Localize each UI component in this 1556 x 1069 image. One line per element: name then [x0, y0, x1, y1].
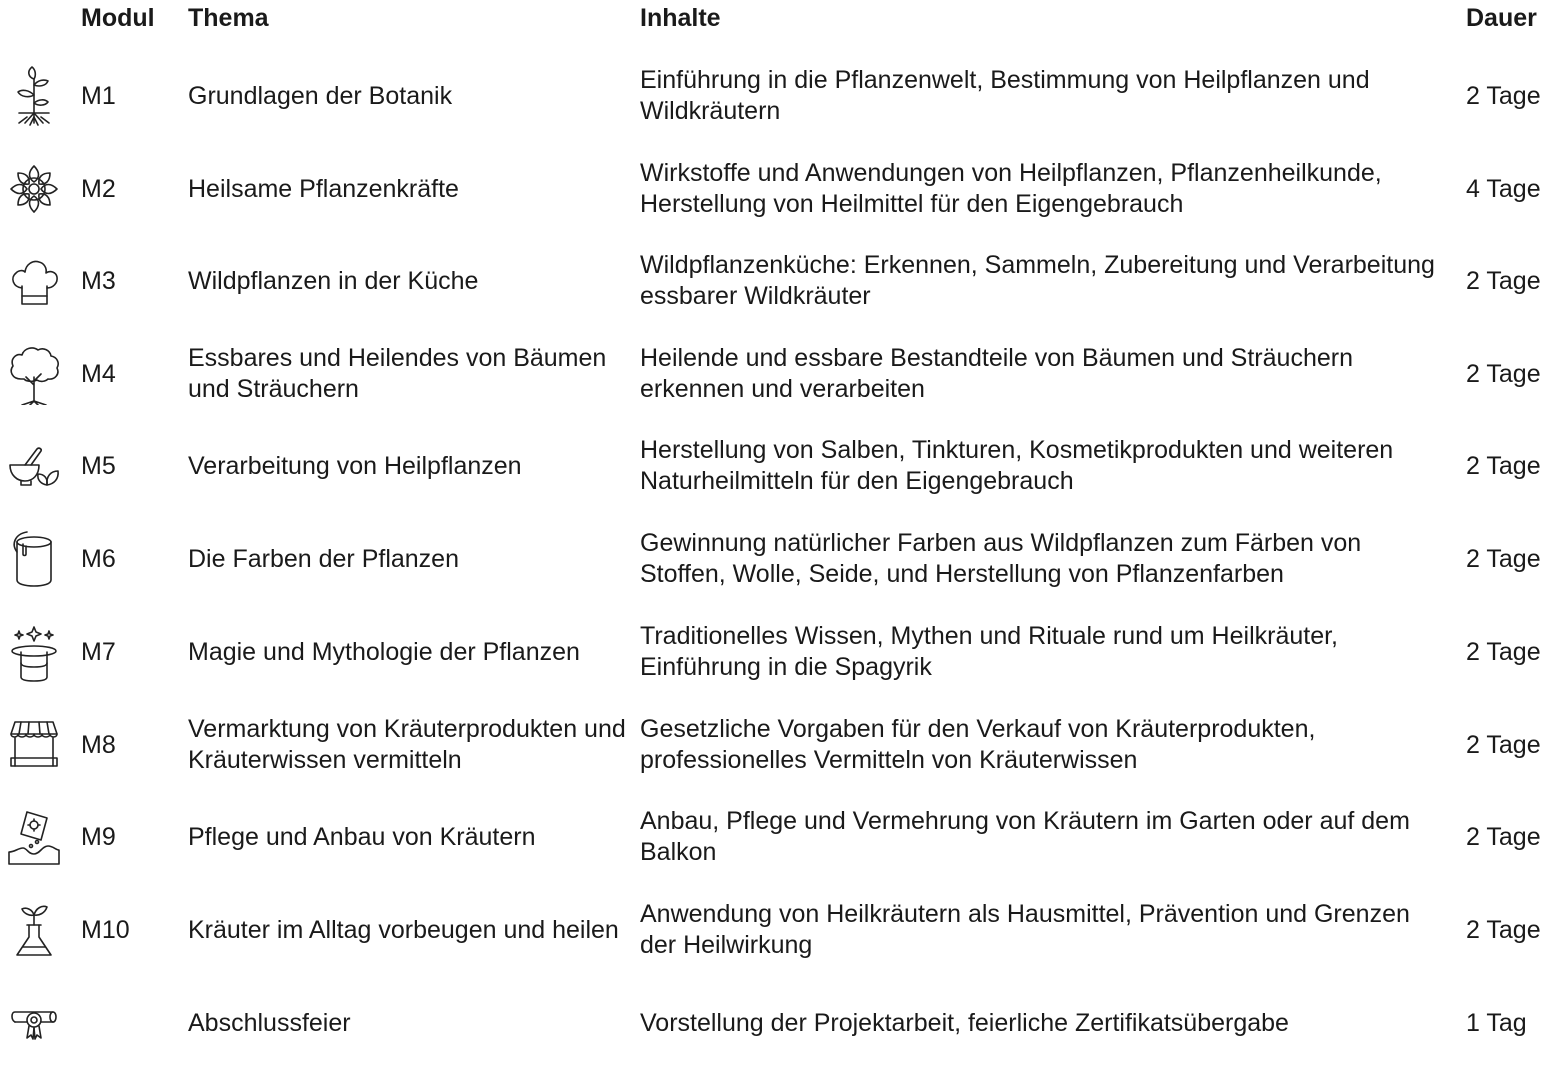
modul-cell — [81, 977, 181, 1069]
certificate-icon — [6, 977, 62, 1069]
thema-cell: Heilsame Pflanzenkräfte — [188, 174, 459, 203]
inhalte-cell: Einführung in die Pflanzenwelt, Bestimmung von Heilpflanzen und Wildkräutern — [640, 66, 1370, 125]
modul-cell: M3 — [81, 266, 116, 295]
inhalte-cell: Vorstellung der Projektarbeit, feierliche Zertifikatsübergabe — [640, 1008, 1289, 1037]
seed-packet-icon — [6, 791, 62, 883]
table-header — [0, 0, 1556, 40]
inhalte-cell: Herstellung von Salben, Tinkturen, Kosmetikprodukten und weiteren Naturheilmitteln für den Eigengebrauch — [640, 436, 1394, 495]
table-row — [0, 420, 1556, 512]
dauer-cell: 2 Tage — [1466, 451, 1541, 480]
modul-cell: M5 — [81, 451, 116, 480]
inhalte-cell: Wirkstoffe und Anwendungen von Heilpflanzen, Pflanzenheilkunde, Herstellung von Heilmittel für den Eigengebrauch — [640, 159, 1382, 218]
thema-cell: Kräuter im Alltag vorbeugen und heilen — [188, 915, 619, 944]
inhalte-cell: Heilende und essbare Bestandteile von Bäumen und Sträuchern erkennen und verarbeiten — [640, 344, 1353, 403]
inhalte-cell: Gewinnung natürlicher Farben aus Wildpflanzen zum Färben von Stoffen, Wolle, Seide, und Herstellung von Pflanzenfarben — [640, 529, 1362, 588]
dauer-cell: 4 Tage — [1466, 174, 1541, 203]
table-row — [0, 699, 1556, 791]
plant-flask-icon — [6, 884, 62, 976]
inhalte-cell: Gesetzliche Vorgaben für den Verkauf von Kräuterprodukten, professionelles Vermitteln von Kräuterwissen — [640, 715, 1316, 774]
modul-cell: M6 — [81, 544, 116, 573]
table-row — [0, 328, 1556, 420]
modul-cell: M10 — [81, 915, 130, 944]
paint-bucket-icon — [6, 513, 62, 605]
modul-cell: M7 — [81, 637, 116, 666]
modul-cell: M1 — [81, 81, 116, 110]
table-row — [0, 143, 1556, 235]
sprout-icon — [6, 50, 62, 142]
thema-cell: Die Farben der Pflanzen — [188, 544, 459, 573]
thema-cell: Abschlussfeier — [188, 1008, 351, 1037]
market-stall-icon — [6, 699, 62, 791]
table-row — [0, 791, 1556, 883]
thema-cell: Grundlagen der Botanik — [188, 81, 453, 110]
table-row — [0, 606, 1556, 698]
tree-icon — [6, 328, 62, 420]
magic-hat-icon — [6, 606, 62, 698]
modul-cell: M8 — [81, 730, 116, 759]
thema-cell: Essbares und Heilendes von Bäumen und Sträuchern — [188, 344, 607, 403]
dauer-cell: 2 Tage — [1466, 81, 1541, 110]
dauer-cell: 2 Tage — [1466, 266, 1541, 295]
thema-cell: Pflege und Anbau von Kräutern — [188, 822, 536, 851]
header-dauer: Dauer — [1466, 4, 1537, 32]
thema-cell: Verarbeitung von Heilpflanzen — [188, 451, 522, 480]
header-inhalte: Inhalte — [640, 4, 721, 32]
table-row — [0, 884, 1556, 976]
inhalte-cell: Wildpflanzenküche: Erkennen, Sammeln, Zubereitung und Verarbeitung essbarer Wildkräuter — [640, 251, 1435, 310]
table-row — [0, 235, 1556, 327]
inhalte-cell: Anbau, Pflege und Vermehrung von Kräutern im Garten oder auf dem Balkon — [640, 807, 1410, 866]
table-row — [0, 977, 1556, 1069]
dauer-cell: 1 Tag — [1466, 1008, 1527, 1037]
header-modul: Modul — [81, 4, 155, 32]
thema-cell: Vermarktung von Kräuterprodukten und Kräuterwissen vermitteln — [188, 715, 626, 774]
header-thema: Thema — [188, 4, 269, 32]
mortar-pestle-icon — [6, 420, 62, 512]
thema-cell: Magie und Mythologie der Pflanzen — [188, 637, 580, 666]
modul-cell: M4 — [81, 359, 116, 388]
table-row — [0, 50, 1556, 142]
inhalte-cell: Anwendung von Heilkräutern als Hausmittel, Prävention und Grenzen der Heilwirkung — [640, 900, 1410, 959]
mandala-flower-icon — [6, 143, 62, 235]
dauer-cell: 2 Tage — [1466, 359, 1541, 388]
dauer-cell: 2 Tage — [1466, 915, 1541, 944]
modul-cell: M9 — [81, 822, 116, 851]
chef-hat-icon — [6, 235, 62, 327]
dauer-cell: 2 Tage — [1466, 544, 1541, 573]
modul-cell: M2 — [81, 174, 116, 203]
thema-cell: Wildpflanzen in der Küche — [188, 266, 479, 295]
dauer-cell: 2 Tage — [1466, 730, 1541, 759]
inhalte-cell: Traditionelles Wissen, Mythen und Rituale rund um Heilkräuter, Einführung in die Spagyrik — [640, 622, 1338, 681]
table-row — [0, 513, 1556, 605]
dauer-cell: 2 Tage — [1466, 637, 1541, 666]
dauer-cell: 2 Tage — [1466, 822, 1541, 851]
